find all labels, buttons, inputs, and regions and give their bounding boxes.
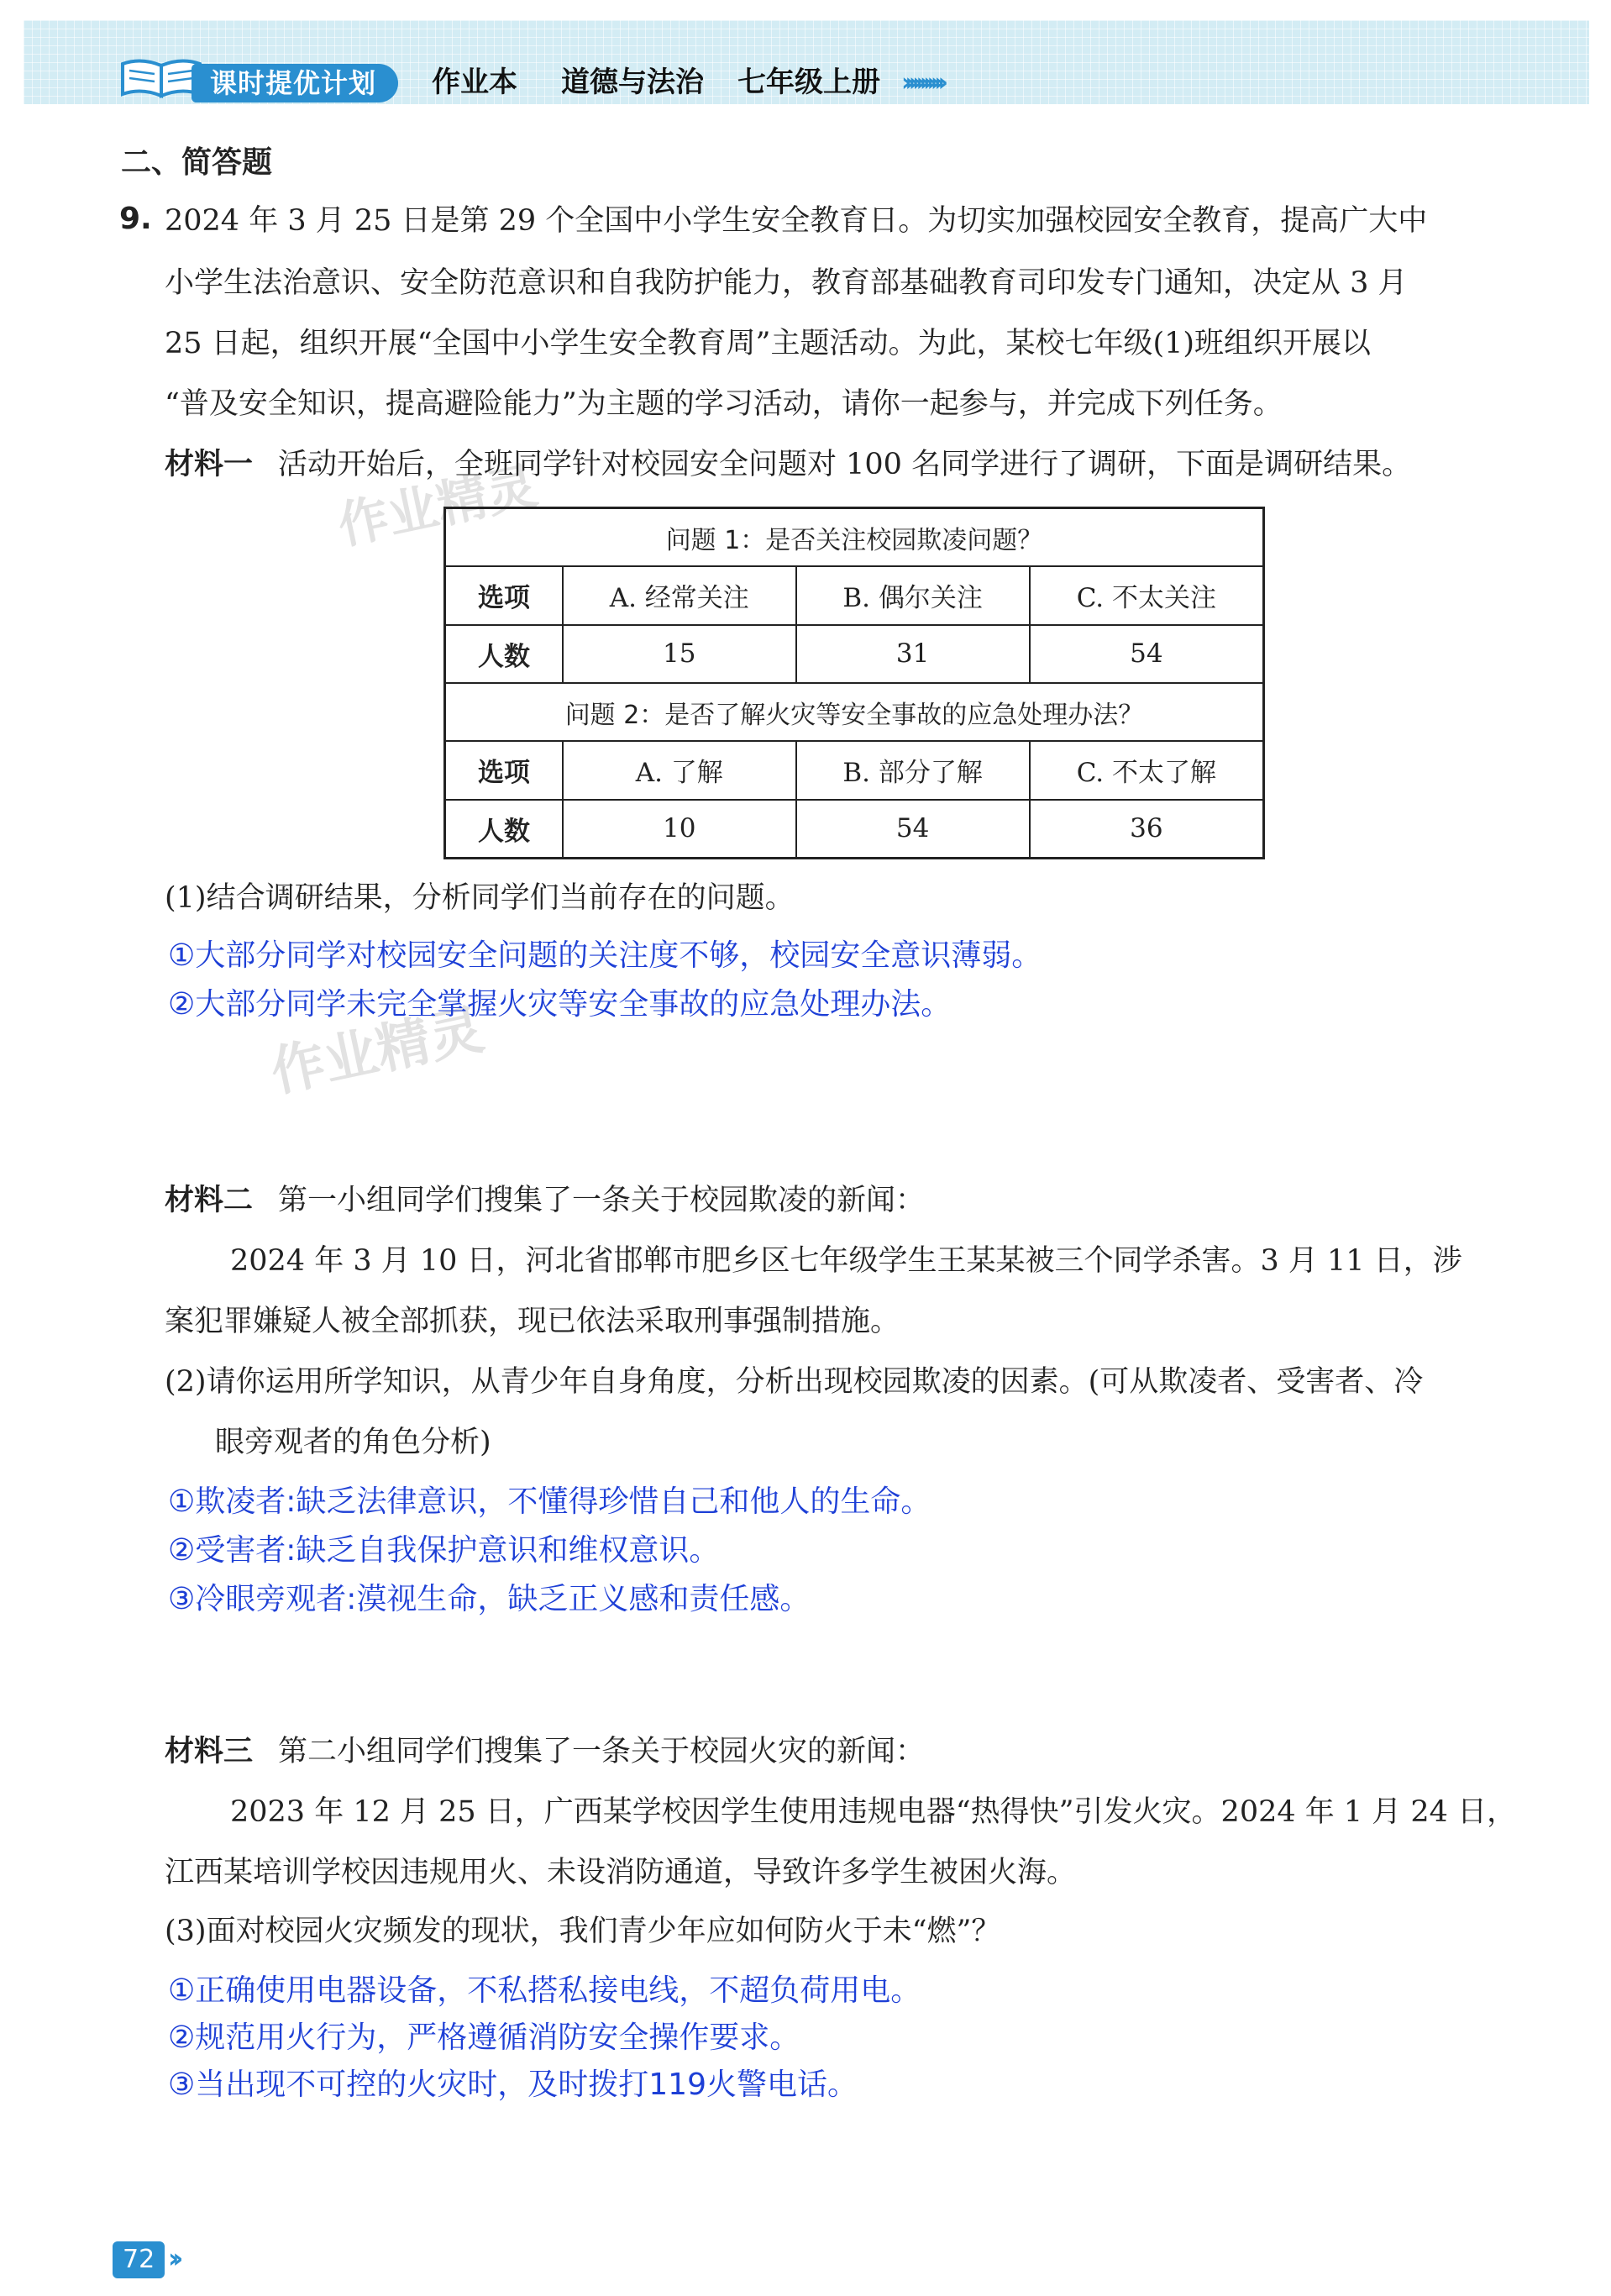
grade-title: 七年级上册 [737, 66, 880, 99]
row-label-option: 选项 [445, 741, 564, 799]
question-1-title: 问题 1：是否关注校园欺凌问题？ [445, 508, 1264, 567]
answer-line: ③冷眼旁观者:漠视生命，缺乏正义感和责任感。 [168, 1582, 811, 1616]
sub-question-2-cont: 眼旁观者的角色分析) [215, 1426, 491, 1459]
news-line: 2024 年 3 月 10 日，河北省邯郸市肥乡区七年级学生王某某被三个同学杀害。3 月 11 日，涉 [230, 1244, 1462, 1278]
material-3-text: 第二小组同学们搜集了一条关于校园火灾的新闻： [278, 1735, 926, 1768]
intro-line: “普及安全知识，提高避险能力”为主题的学习活动，请你一起参与，并完成下列任务。 [165, 387, 1283, 421]
table-cell: 54 [796, 800, 1030, 859]
table-cell: C. 不太关注 [1030, 566, 1264, 624]
row-label-count: 人数 [445, 800, 564, 859]
question-2-title: 问题 2：是否了解火灾等安全事故的应急处理办法？ [445, 683, 1264, 741]
table-cell: 54 [1030, 625, 1264, 683]
material-1-paragraph [165, 444, 1411, 486]
table-row [445, 683, 1264, 741]
table-cell: 36 [1030, 800, 1264, 859]
page-number: 72 [113, 2241, 165, 2278]
material-3-label: 材料三 [165, 1735, 254, 1768]
section-title: 二、简答题 [121, 145, 273, 180]
table-cell: 31 [796, 625, 1030, 683]
book-type: 作业本 [432, 66, 517, 99]
sub-question-1: (1)结合调研结果，分析同学们当前存在的问题。 [165, 881, 795, 915]
material-2-paragraph [165, 1180, 925, 1222]
question-number: 9. [119, 202, 152, 236]
news-line: 案犯罪嫌疑人被全部抓获，现已依法采取刑事强制措施。 [165, 1305, 900, 1338]
intro-line: 25 日起，组织开展“全国中小学生安全教育周”主题活动。为此，某校七年级(1)班组织开展以 [165, 327, 1372, 360]
series-badge: 课时提优计划 [192, 64, 398, 102]
answer-line: ①正确使用电器设备，不私搭私接电线，不超负荷用电。 [168, 1973, 921, 2008]
watermark-logo: 作业精灵 [265, 999, 490, 1105]
material-1-label: 材料一 [165, 448, 254, 481]
sub-question-2: (2)请你运用所学知识，从青少年自身角度，分析出现校园欺凌的因素。(可从欺凌者、受害者、冷 [165, 1365, 1424, 1399]
intro-line: 小学生法治意识、安全防范意识和自我防护能力，教育部基础教育司印发专门通知，决定从 3 月 [165, 266, 1408, 300]
table-row [445, 625, 1264, 683]
material-2-text: 第一小组同学们搜集了一条关于校园欺凌的新闻： [278, 1184, 926, 1217]
table-cell: 15 [563, 625, 796, 683]
table-row [445, 741, 1264, 799]
news-line: 江西某培训学校因违规用火、未设消防通道，导致许多学生被困火海。 [165, 1856, 1077, 1889]
subject-title: 道德与法治 [561, 66, 704, 99]
material-2-label: 材料二 [165, 1184, 254, 1217]
watermark-logo: 作业精灵 [333, 456, 543, 557]
row-label-count: 人数 [445, 625, 564, 683]
survey-table [443, 507, 1265, 859]
page-arrow-icon: ›› [168, 2242, 177, 2274]
table-cell: C. 不太了解 [1030, 741, 1264, 799]
table-cell: 10 [563, 800, 796, 859]
row-label-option: 选项 [445, 566, 564, 624]
material-1-text: 活动开始后，全班同学针对校园安全问题对 100 名同学进行了调研，下面是调研结果。 [278, 448, 1412, 481]
table-cell: B. 偶尔关注 [796, 566, 1030, 624]
answer-line: ①欺凌者:缺乏法律意识，不懂得珍惜自己和他人的生命。 [168, 1484, 931, 1519]
table-cell: A. 经常关注 [563, 566, 796, 624]
material-3-paragraph [165, 1731, 925, 1773]
sub-question-3: (3)面对校园火灾频发的现状，我们青少年应如何防火于未“燃”？ [165, 1915, 1001, 1948]
header-arrows-icon: ››››››››››› [901, 68, 942, 97]
answer-line: ②受害者:缺乏自我保护意识和维权意识。 [168, 1533, 720, 1568]
table-cell: B. 部分了解 [796, 741, 1030, 799]
table-row [445, 566, 1264, 624]
answer-line: ②大部分同学未完全掌握火灾等安全事故的应急处理办法。 [168, 987, 952, 1022]
table-row [445, 800, 1264, 859]
answer-line: ②规范用火行为，严格遵循消防安全操作要求。 [168, 2020, 800, 2055]
answer-line: ①大部分同学对校园安全问题的关注度不够，校园安全意识薄弱。 [168, 938, 1042, 973]
answer-line: ③当出现不可控的火灾时，及时拨打119火警电话。 [168, 2067, 858, 2102]
table-cell: A. 了解 [563, 741, 796, 799]
news-line: 2023 年 12 月 25 日，广西某学校因学生使用违规电器“热得快”引发火灾。2024 年 1 月 24 日， [230, 1795, 1517, 1829]
table-row [445, 508, 1264, 567]
intro-line: 2024 年 3 月 25 日是第 29 个全国中小学生安全教育日。为切实加强校园安全教育，提高广大中 [165, 204, 1428, 238]
